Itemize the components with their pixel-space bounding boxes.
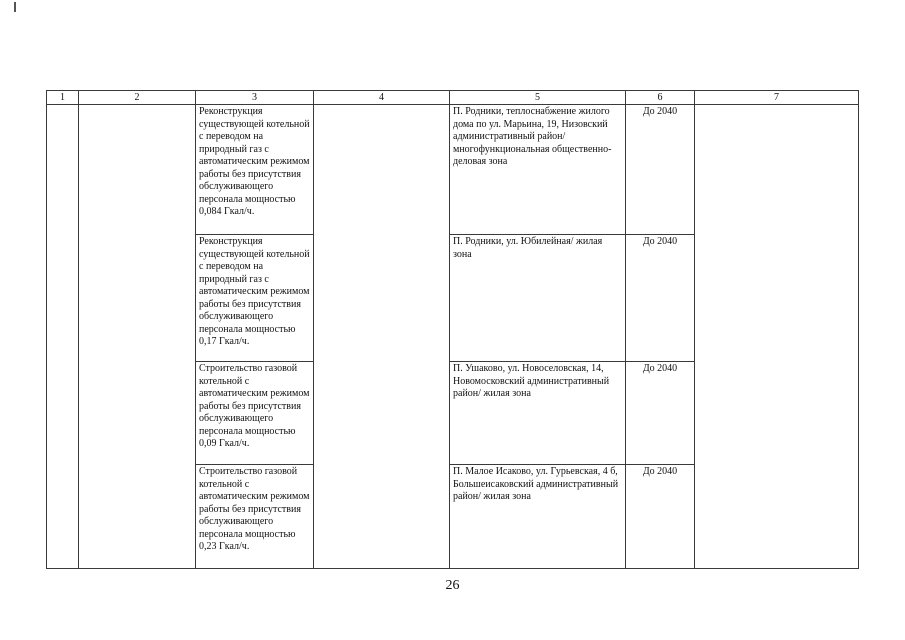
empty-cell	[79, 105, 196, 569]
header-cell: 4	[314, 91, 450, 105]
page-number: 26	[445, 578, 460, 593]
location-cell: П. Ушаково, ул. Новоселовская, 14, Новомосковский административный район/ жилая зона	[450, 362, 626, 465]
measure-cell: Реконструкция существующей котельной с переводом на природный газ с автоматическим режимом работы без присутствия обслуживающего персонала мощностью 0,17 Гкал/ч.	[196, 235, 314, 362]
measure-cell: Строительство газовой котельной с автоматическим режимом работы без присутствия обслуживающего персонала мощностью 0,23 Гкал/ч.	[196, 465, 314, 569]
measure-cell: Реконструкция существующей котельной с переводом на природный газ с автоматическим режимом работы без присутствия обслуживающего персонала мощностью 0,084 Гкал/ч.	[196, 105, 314, 235]
deadline-cell: До 2040	[626, 465, 695, 569]
header-cell: 6	[626, 91, 695, 105]
deadline-cell: До 2040	[626, 362, 695, 465]
header-cell: 2	[79, 91, 196, 105]
scan-mark	[14, 2, 16, 12]
empty-cell	[314, 105, 450, 569]
deadline-cell: До 2040	[626, 105, 695, 235]
header-cell: 3	[196, 91, 314, 105]
empty-cell	[695, 105, 859, 569]
header-row	[47, 91, 859, 105]
infrastructure-table	[46, 90, 859, 569]
location-cell: П. Малое Исаково, ул. Гурьевская, 4 б, Большеисаковский административный район/ жилая зона	[450, 465, 626, 569]
empty-cell	[47, 105, 79, 569]
header-cell: 5	[450, 91, 626, 105]
location-cell: П. Родники, теплоснабжение жилого дома по ул. Марьина, 19, Низовский административный район/ многофункциональная общественно-деловая зона	[450, 105, 626, 235]
deadline-cell: До 2040	[626, 235, 695, 362]
measure-cell: Строительство газовой котельной с автоматическим режимом работы без присутствия обслуживающего персонала мощностью 0,09 Гкал/ч.	[196, 362, 314, 465]
location-cell: П. Родники, ул. Юбилейная/ жилая зона	[450, 235, 626, 362]
header-cell: 1	[47, 91, 79, 105]
header-cell: 7	[695, 91, 859, 105]
table-row	[47, 105, 859, 235]
